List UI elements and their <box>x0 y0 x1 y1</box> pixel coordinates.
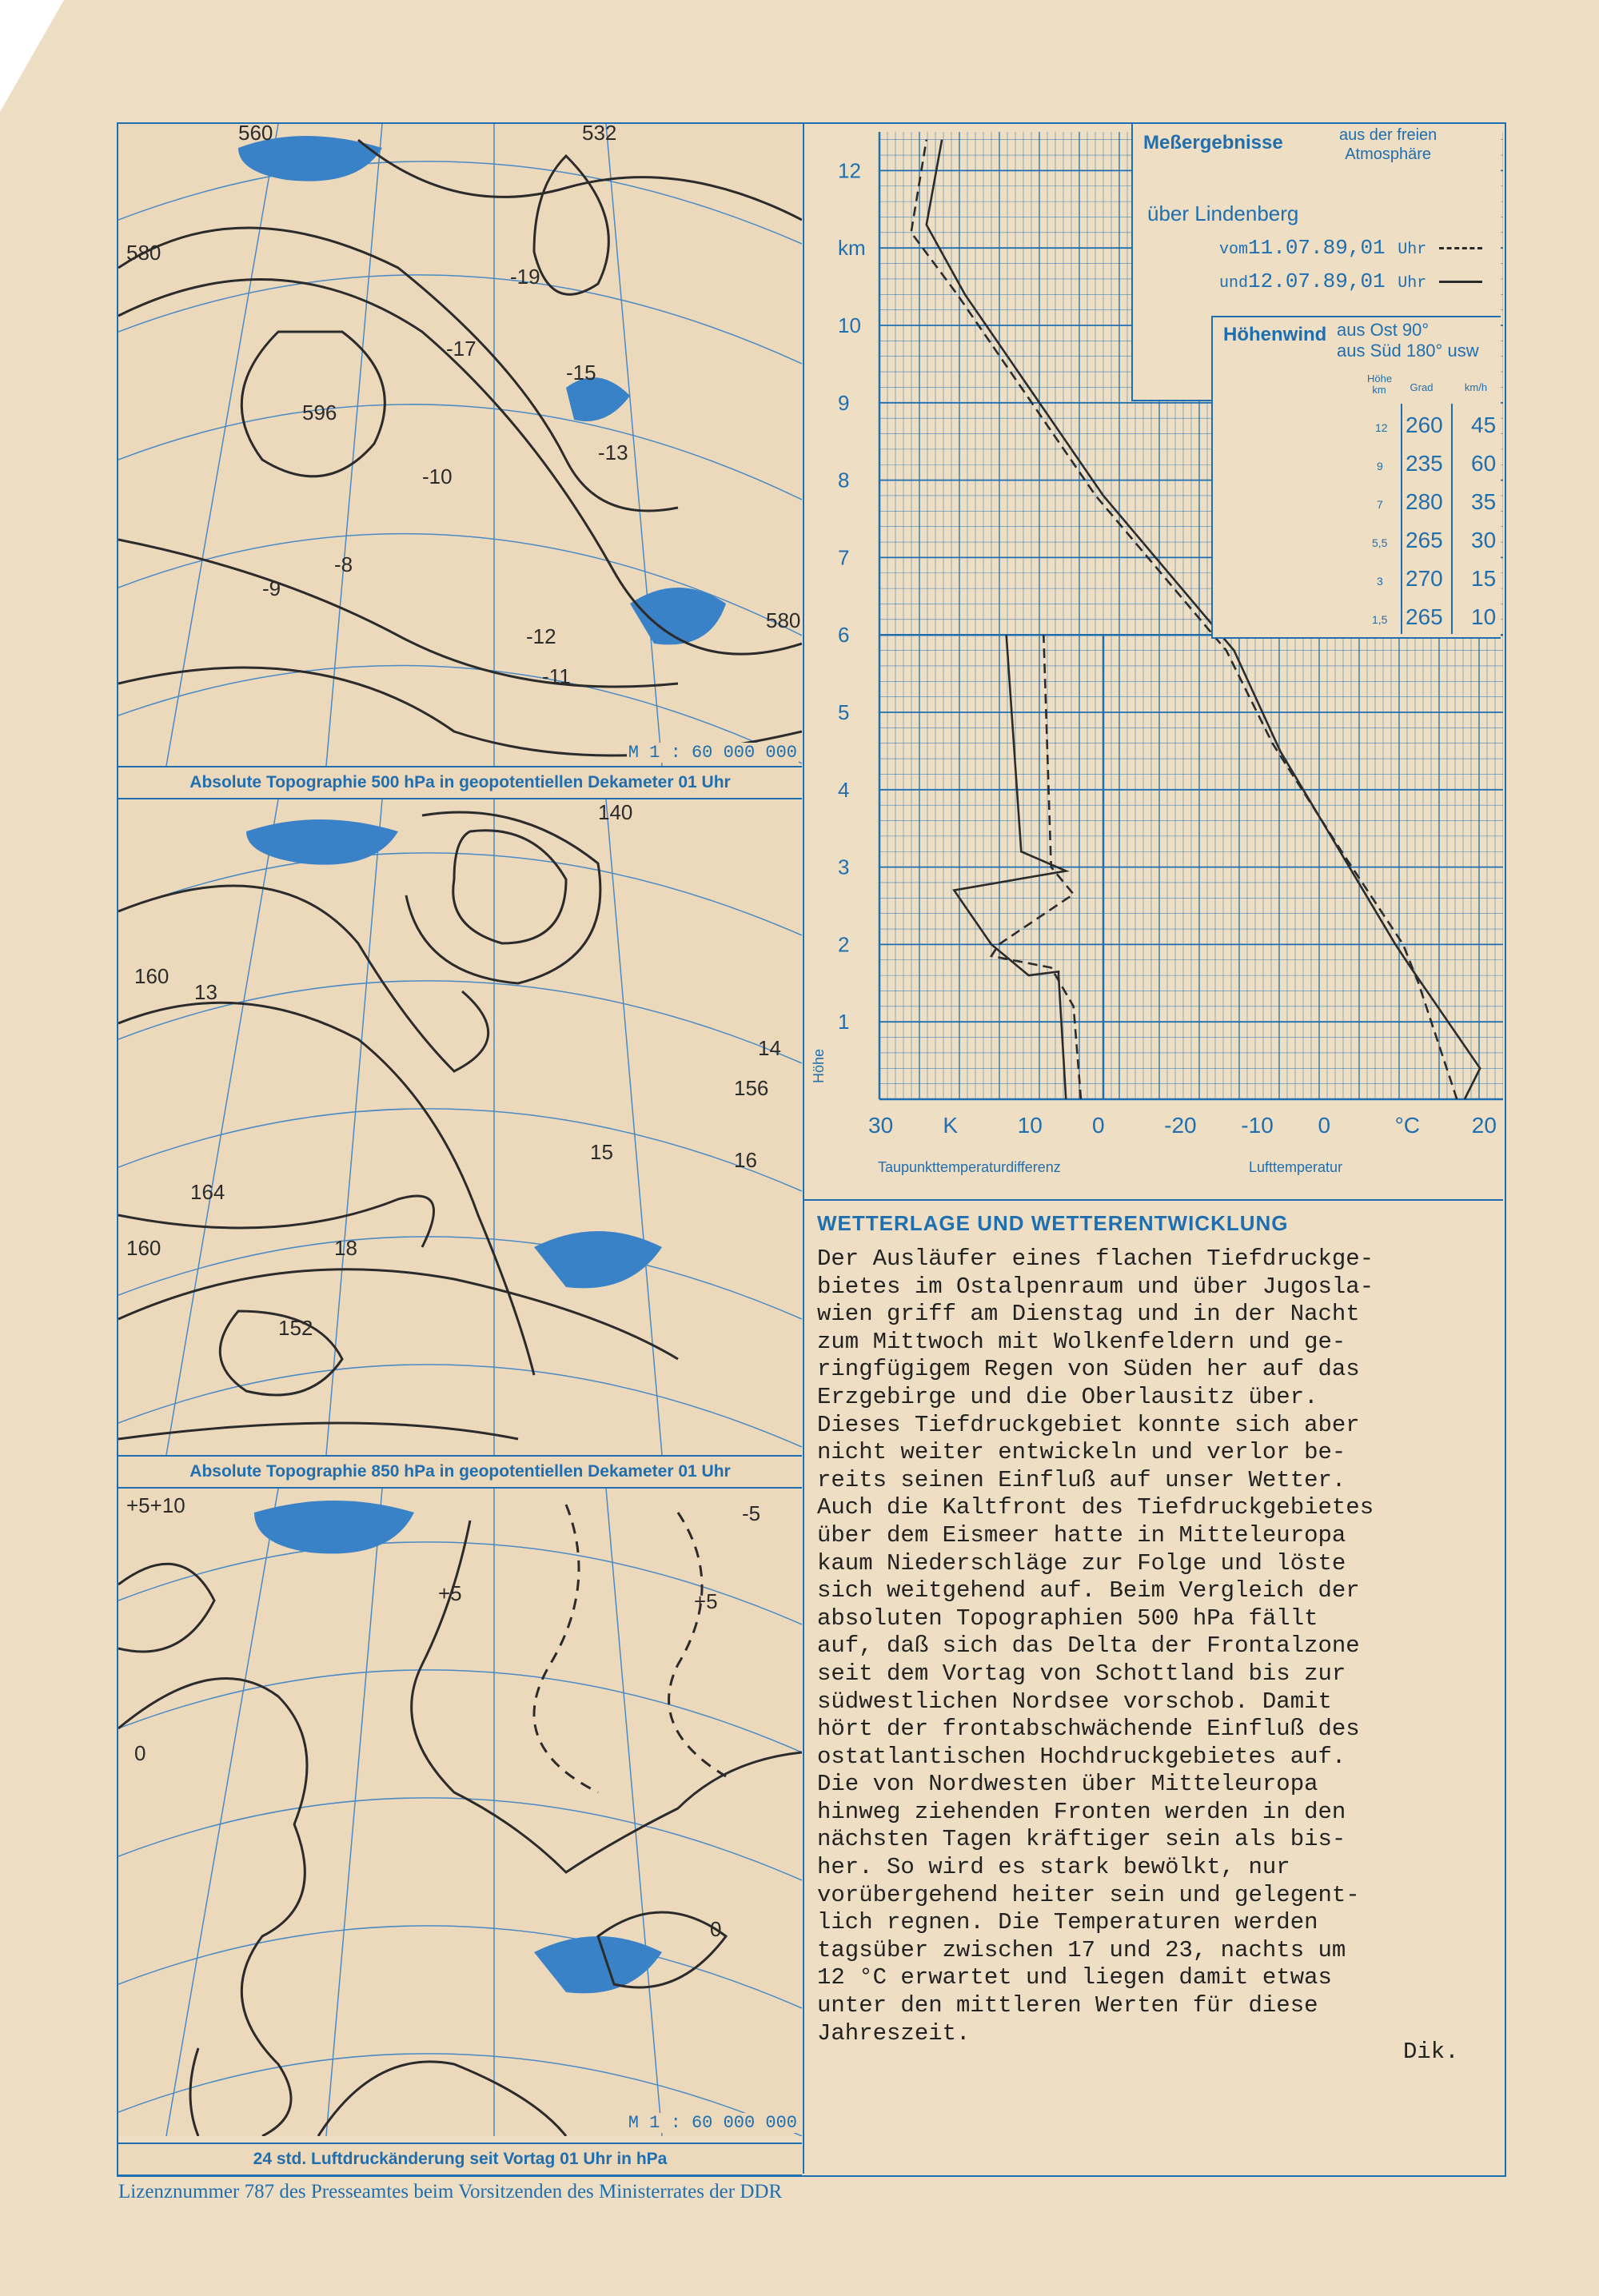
wind-alt: 1,5 <box>1372 613 1388 626</box>
col-speed-header: km/h <box>1464 381 1488 393</box>
y-tick-label: 3 <box>838 855 850 879</box>
map-pressure-change-scale: M 1 : 60 000 000 <box>628 2113 797 2133</box>
y-tick-label: 2 <box>838 932 850 957</box>
svg-text:-10: -10 <box>422 464 453 488</box>
report-line: absoluten Topographien 500 hPa fällt <box>817 1604 1318 1632</box>
y-tick-label: km <box>838 236 866 261</box>
svg-text:+5: +5 <box>438 1581 462 1605</box>
date-row-current <box>1219 269 1482 293</box>
temperature-axis-label: Lufttemperatur <box>1249 1159 1343 1175</box>
map-850hpa-drawing <box>118 799 802 1455</box>
date-value: 11.07.89,01 <box>1248 236 1386 260</box>
report-signature: Dik. <box>1403 2039 1459 2065</box>
report-line: seit dem Vortag von Schottland bis zur <box>817 1660 1346 1687</box>
svg-text:-9: -9 <box>262 576 281 600</box>
svg-text:0: 0 <box>710 1917 722 1941</box>
svg-text:156: 156 <box>734 1076 769 1100</box>
report-line: Jahreszeit. <box>817 2019 971 2047</box>
report-line: lich regnen. Die Temperaturen werden <box>817 1909 1318 1936</box>
svg-text:-8: -8 <box>334 552 353 576</box>
date-prefix: und <box>1219 274 1249 293</box>
report-line: nicht weiter entwickeln und verlor be- <box>817 1439 1346 1466</box>
report-line: ostatlantischen Hochdruckgebietes auf. <box>817 1743 1346 1770</box>
map-pressure-change-caption: 24 std. Luftdruckänderung seit Vortag 01 Uhr in hPa <box>118 2143 802 2176</box>
svg-text:+5: +5 <box>694 1589 718 1613</box>
wind-speed: 30 <box>1471 528 1497 552</box>
wind-alt: 12 <box>1375 421 1388 434</box>
date-prefix: vom <box>1219 241 1249 259</box>
y-tick-label: 5 <box>838 700 850 724</box>
svg-text:15: 15 <box>590 1140 613 1164</box>
wind-deg: 265 <box>1406 604 1443 629</box>
wind-speed: 60 <box>1471 451 1497 476</box>
report-line: reits seinen Einfluß auf unser Wetter. <box>817 1466 1346 1493</box>
map-500hpa <box>118 124 802 766</box>
map-pressure-change-drawing <box>118 1489 802 2136</box>
svg-text:16: 16 <box>734 1148 757 1172</box>
hoehenwind-note <box>1337 320 1479 361</box>
wind-speed: 35 <box>1471 489 1497 514</box>
col-degree-header: Grad <box>1410 381 1434 393</box>
date-row-previous <box>1219 236 1482 260</box>
x-tick-label: °C <box>1394 1113 1421 1138</box>
svg-text:560: 560 <box>238 124 273 145</box>
hoehenwind-title: Höhenwind <box>1223 324 1327 345</box>
map-850hpa-caption: Absolute Topographie 850 hPa in geopotentiellen Dekameter 01 Uhr <box>118 1455 802 1489</box>
report-title: WETTERLAGE UND WETTERENTWICKLUNG <box>817 1211 1289 1235</box>
report-line: nächsten Tagen kräftiger sein als bis- <box>817 1826 1346 1853</box>
report-text <box>817 1246 1473 2047</box>
svg-text:0: 0 <box>134 1741 146 1765</box>
svg-text:-12: -12 <box>526 624 556 648</box>
y-tick-label: 4 <box>838 777 850 802</box>
wind-speed: 45 <box>1471 413 1497 437</box>
y-tick-label: 1 <box>838 1010 850 1034</box>
report-line: Erzgebirge und die Oberlausitz über. <box>817 1383 1318 1410</box>
wind-deg: 270 <box>1406 566 1443 591</box>
map-500hpa-drawing <box>118 124 802 766</box>
report-line: tagsüber zwischen 17 und 23, nachts um <box>817 1936 1346 1963</box>
svg-text:160: 160 <box>134 964 169 988</box>
x-tick-label: 0 <box>1318 1113 1331 1138</box>
report-line: kaum Niederschläge zur Folge und löste <box>817 1549 1346 1577</box>
dashed-legend-line <box>1439 247 1482 249</box>
map-pressure-change <box>118 1489 802 2136</box>
svg-text:-13: -13 <box>598 440 628 464</box>
svg-text:+5+10: +5+10 <box>126 1493 185 1517</box>
report-line: vorübergehend heiter sein und gelegent- <box>817 1881 1360 1908</box>
report-line: unter den mittleren Werten für diese <box>817 1992 1318 2019</box>
wind-deg: 265 <box>1406 528 1443 552</box>
y-tick-label: 6 <box>838 623 850 648</box>
report-line: bietes im Ostalpenraum und über Jugosla- <box>817 1273 1374 1300</box>
wind-speed: 10 <box>1471 604 1497 629</box>
y-tick-label: 10 <box>838 313 861 337</box>
date-unit: Uhr <box>1398 274 1427 293</box>
x-tick-label: 10 <box>1017 1113 1043 1138</box>
x-tick-label: 0 <box>1092 1113 1105 1138</box>
svg-text:-19: -19 <box>510 265 540 289</box>
wind-alt: 7 <box>1377 498 1383 511</box>
svg-text:18: 18 <box>334 1236 357 1260</box>
report-line: über dem Eismeer hatte in Mitteleuropa <box>817 1521 1346 1549</box>
wind-alt: 3 <box>1377 575 1383 588</box>
svg-text:-17: -17 <box>446 337 477 361</box>
x-tick-label: 20 <box>1471 1113 1497 1138</box>
x-tick-label: 30 <box>868 1113 894 1138</box>
report-line: zum Mittwoch mit Wolkenfeldern und ge- <box>817 1328 1346 1355</box>
wind-deg: 260 <box>1406 413 1443 437</box>
map-850hpa <box>118 799 802 1455</box>
map-500hpa-scale: M 1 : 60 000 000 <box>628 743 797 763</box>
wind-deg: 235 <box>1406 451 1443 476</box>
report-line: Die von Nordwesten über Mitteleuropa <box>817 1771 1318 1798</box>
svg-text:-5: -5 <box>742 1501 761 1525</box>
report-line: hinweg ziehenden Fronten werden in den <box>817 1798 1346 1825</box>
svg-text:14: 14 <box>758 1036 781 1060</box>
report-line: Der Ausläufer eines flachen Tiefdruckge- <box>817 1246 1374 1272</box>
dewpoint-axis-label: Taupunkttemperaturdifferenz <box>878 1159 1061 1175</box>
wind-alt: 9 <box>1377 460 1383 472</box>
svg-text:-15: -15 <box>566 361 596 385</box>
y-tick-label: 7 <box>838 545 850 570</box>
hoehenwind-note-line1: aus Ost 90° <box>1337 320 1430 340</box>
measurement-location: über Lindenberg <box>1147 201 1299 225</box>
wind-deg: 280 <box>1406 489 1443 514</box>
measurement-title: Meßergebnisse <box>1143 132 1283 153</box>
report-line: ringfügigem Regen von Süden her auf das <box>817 1356 1360 1383</box>
svg-text:140: 140 <box>598 800 633 824</box>
report-line: sich weitgehend auf. Beim Vergleich der <box>817 1577 1360 1604</box>
x-tick-label: K <box>943 1113 959 1138</box>
map-500hpa-caption: Absolute Topographie 500 hPa in geopotentiellen Dekameter 01 Uhr <box>118 766 802 799</box>
svg-text:160: 160 <box>126 1236 161 1260</box>
wind-speed: 15 <box>1471 566 1497 591</box>
svg-text:596: 596 <box>302 401 337 425</box>
report-line: hört der frontabschwächende Einfluß des <box>817 1716 1360 1743</box>
report-line: 12 °C erwartet und liegen damit etwas <box>817 1964 1332 1991</box>
svg-text:152: 152 <box>278 1316 313 1340</box>
y-tick-label: 12 <box>838 158 861 183</box>
wind-table-col-sep <box>1451 404 1453 634</box>
date-value: 12.07.89,01 <box>1248 269 1386 293</box>
measurement-subtitle-line1: aus der freien <box>1339 126 1438 144</box>
measurement-subtitle-line2: Atmosphäre <box>1345 145 1432 163</box>
wind-alt: 5,5 <box>1372 536 1388 549</box>
svg-text:-11: -11 <box>542 664 571 688</box>
y-tick-label: 8 <box>838 468 850 492</box>
license-footer: Lizenznummer 787 des Presseamtes beim Vorsitzenden des Ministerrates der DDR <box>118 2181 783 2202</box>
report-line: wien griff am Dienstag und in der Nacht <box>817 1301 1360 1328</box>
svg-text:13: 13 <box>194 980 217 1004</box>
column-divider <box>803 122 804 2174</box>
y-axis-label: Höhe <box>811 1048 827 1083</box>
svg-text:580: 580 <box>126 241 161 265</box>
svg-text:532: 532 <box>582 124 617 145</box>
report-line: auf, daß sich das Delta der Frontalzone <box>817 1632 1360 1660</box>
measurement-subtitle <box>1339 126 1437 164</box>
svg-text:580: 580 <box>766 608 801 632</box>
report-divider <box>803 1199 1503 1201</box>
col-height-header: Höhe km <box>1367 373 1393 396</box>
report-line: Auch die Kaltfront des Tiefdruckgebietes <box>817 1494 1374 1521</box>
x-tick-label: -20 <box>1164 1113 1197 1138</box>
report-line: Dieses Tiefdruckgebiet konnte sich aber <box>817 1411 1360 1438</box>
y-tick-label: 9 <box>838 390 850 415</box>
svg-text:164: 164 <box>190 1180 225 1204</box>
x-tick-label: -10 <box>1241 1113 1274 1138</box>
date-unit: Uhr <box>1398 241 1427 259</box>
report-line: her. So wird es stark bewölkt, nur <box>817 1854 1290 1881</box>
solid-legend-line <box>1439 281 1482 283</box>
hoehenwind-note-line2: aus Süd 180° usw <box>1337 341 1479 361</box>
report-line: südwestlichen Nordsee vorschob. Damit <box>817 1688 1332 1715</box>
torn-corner <box>0 0 64 112</box>
